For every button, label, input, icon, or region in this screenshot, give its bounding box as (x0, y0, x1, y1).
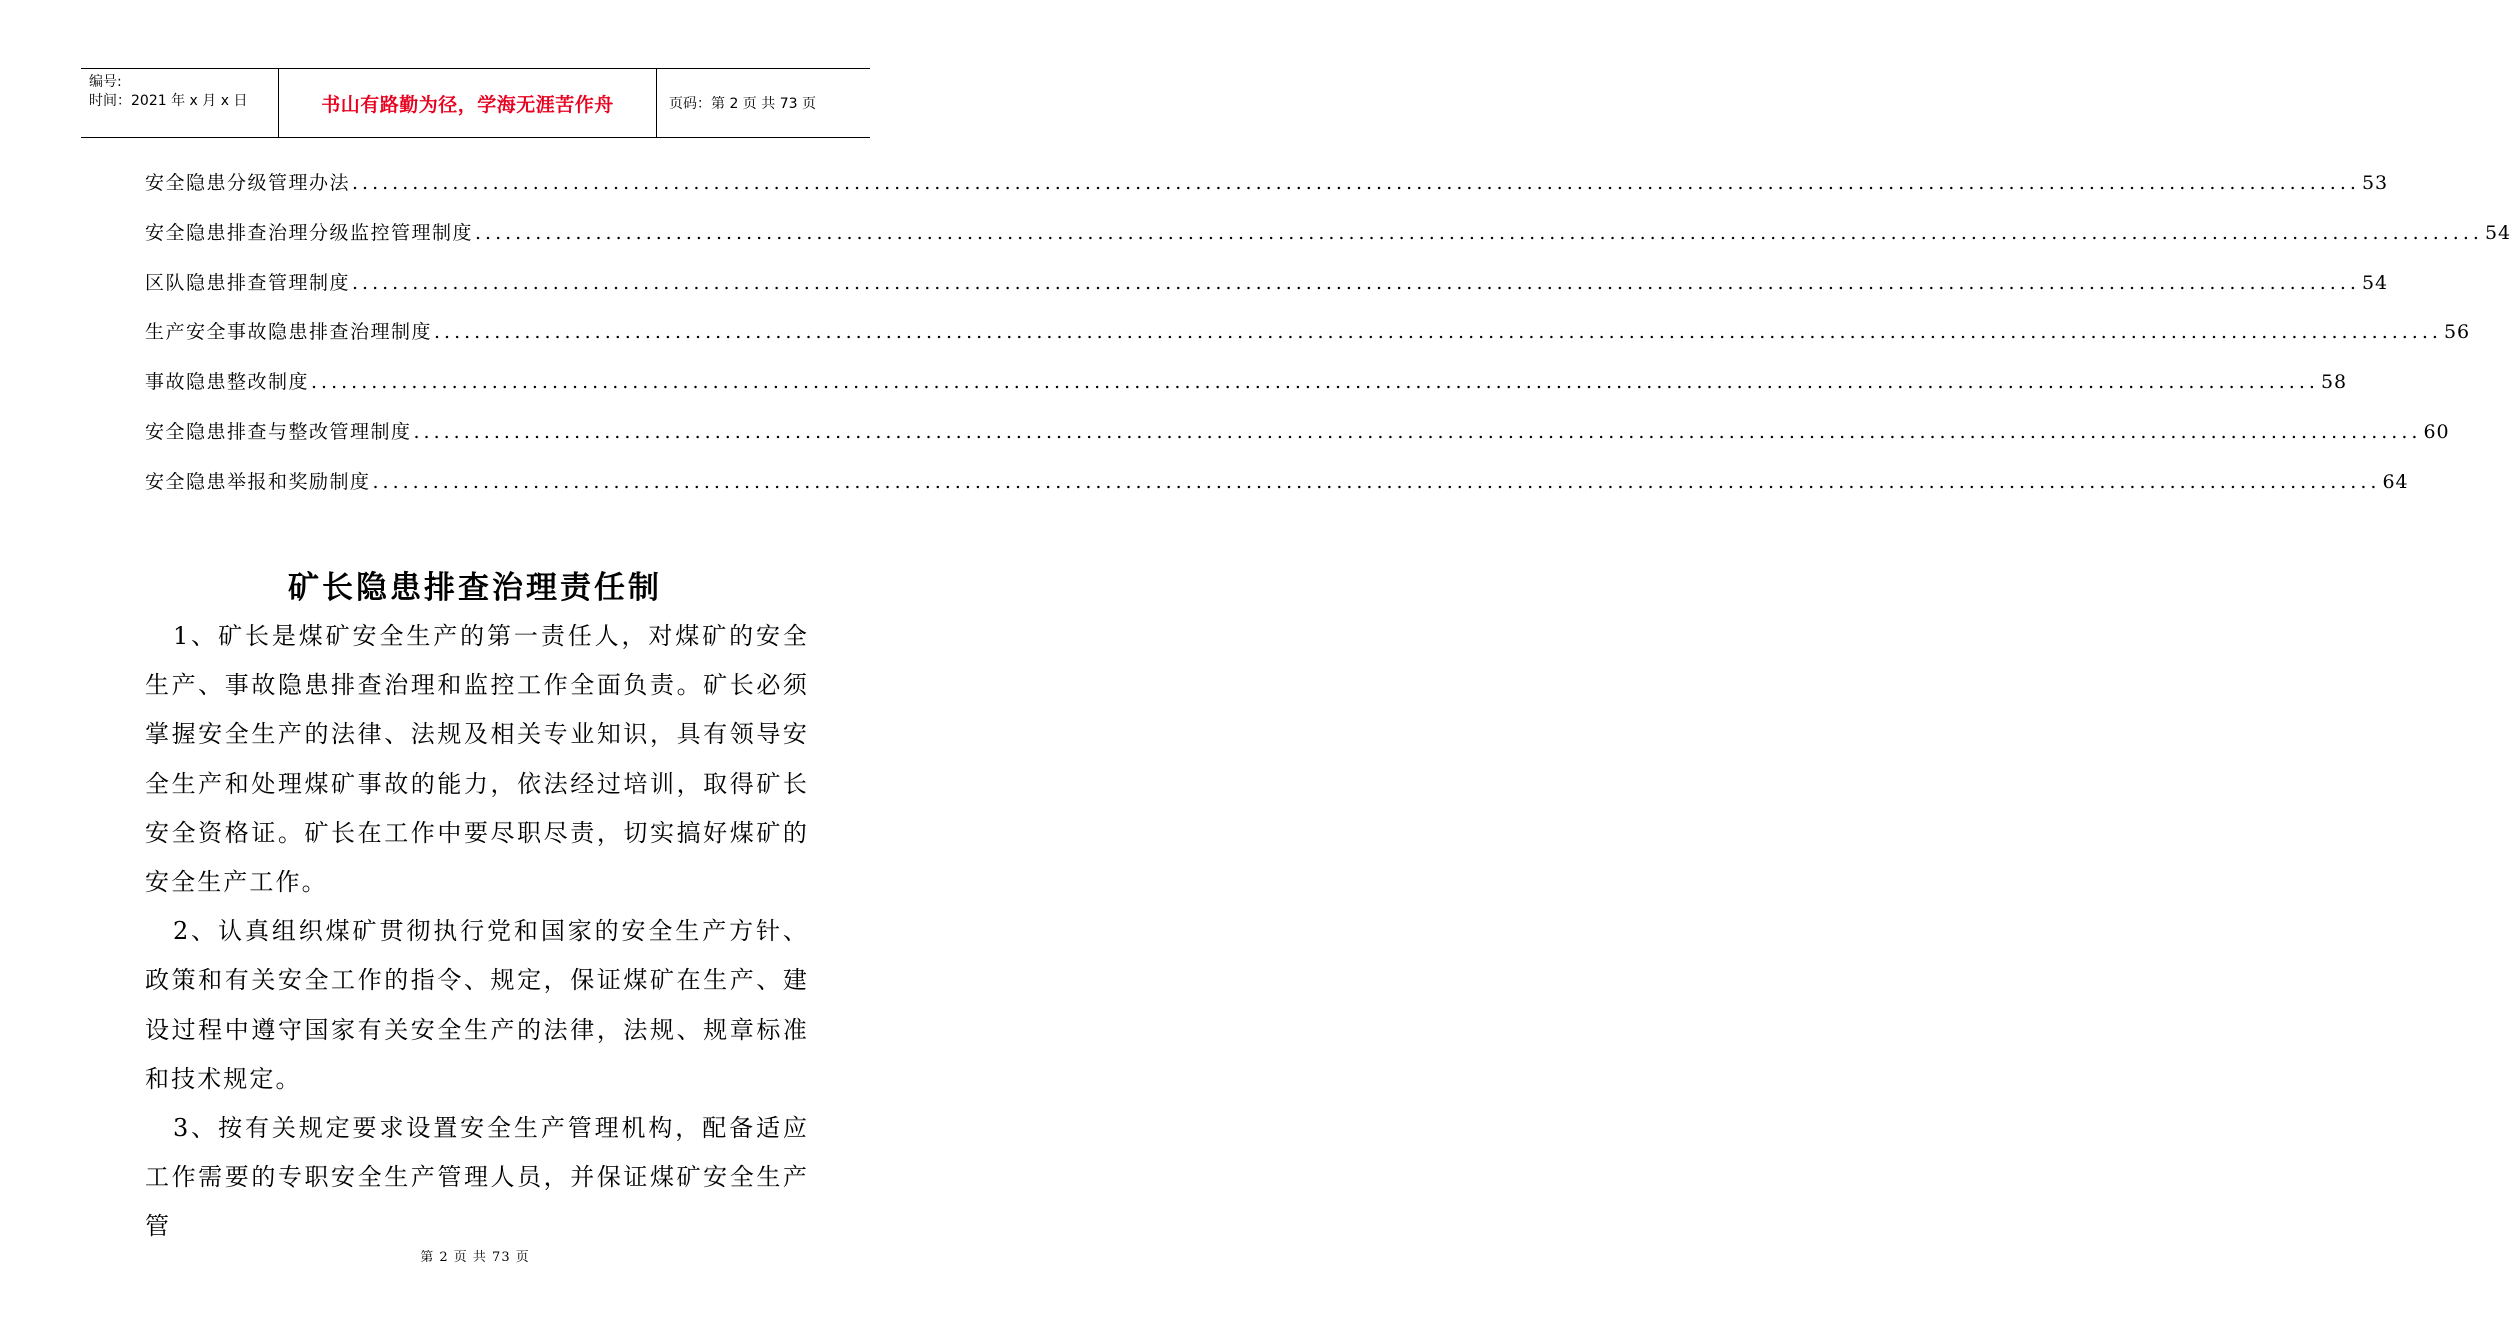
body-text (145, 612, 809, 1252)
toc-leader-dots: ........................................................................................................................................................................................................ (475, 221, 2483, 244)
paragraph: 2、认真组织煤矿贯彻执行党和国家的安全生产方针、政策和有关安全工作的指令、规定，保证煤矿在生产、建设过程中遵守国家有关安全生产的法律，法规、规章标准和技术规定。 (145, 917, 809, 1093)
toc-item-page: 54 (2361, 271, 2389, 294)
toc-item-page: 53 (2361, 172, 2389, 194)
toc-leader-dots: ........................................................................................................................................................................................................ (311, 371, 2319, 394)
header-meta (81, 69, 279, 137)
toc-item-title: 区队隐患排查管理制度 (145, 271, 351, 294)
header-page-info: 页码：第 2 页 共 73 页 (669, 96, 816, 112)
toc-item-title: 生产安全事故隐患排查治理制度 (145, 321, 433, 344)
toc-item-page: 56 (2443, 321, 2471, 344)
paragraph: 1、矿长是煤矿安全生产的第一责任人，对煤矿的安全生产、事故隐患排查治理和监控工作全面负责。矿长必须掌握安全生产的法律、法规及相关专业知识，具有领导安全生产和处理煤矿事故的能力，依法经过培训，取得矿长安全资格证。矿长在工作中要尽职尽责，切实搞好煤矿的安全生产工作。 (145, 622, 809, 897)
toc-item[interactable] (145, 417, 2450, 467)
toc-item-title: 事故隐患整改制度 (145, 371, 310, 394)
toc-leader-dots: ........................................................................................................................................................................................................ (352, 271, 2360, 294)
toc-leader-dots: ........................................................................................................................................................................................................ (434, 321, 2442, 344)
toc-item-page: 58 (2320, 371, 2348, 394)
toc-item-title: 安全隐患分级管理办法 (145, 172, 351, 194)
toc-item-title: 安全隐患举报和奖励制度 (145, 470, 371, 493)
section-title: 矿长隐患排查治理责任制 (288, 570, 662, 606)
toc-item[interactable] (145, 268, 2389, 318)
toc-item-title: 安全隐患排查与整改管理制度 (145, 420, 412, 443)
toc-item[interactable] (145, 467, 2409, 517)
toc-item-page: 64 (2382, 470, 2409, 493)
toc-leader-dots: ........................................................................................................................................................................................................ (372, 470, 2381, 493)
header-motto: 书山有路勤为径，学海无涯苦作舟 (279, 69, 657, 137)
page-footer: 第 2 页 共 73 页 (420, 1250, 530, 1265)
toc-leader-dots: ........................................................................................................................................................................................................ (352, 172, 2360, 194)
document-number-label: 编号: (89, 74, 122, 90)
toc-item-title: 安全隐患排查治理分级监控管理制度 (145, 221, 474, 244)
toc-item-page: 60 (2423, 420, 2450, 443)
toc-item[interactable] (145, 168, 2389, 218)
toc-leader-dots: ........................................................................................................................................................................................................ (413, 420, 2422, 443)
toc-item[interactable] (145, 317, 2471, 367)
table-of-contents (145, 168, 2511, 517)
paragraph: 3、按有关规定要求设置安全生产管理机构，配备适应工作需要的专职安全生产管理人员，并保证煤矿安全生产管 (145, 1114, 809, 1241)
toc-item[interactable] (145, 367, 2348, 417)
toc-item[interactable] (145, 218, 2511, 268)
toc-item-page: 54 (2484, 221, 2511, 244)
page-header (81, 68, 870, 138)
document-date: 时间：2021 年 x 月 x 日 (89, 93, 248, 109)
